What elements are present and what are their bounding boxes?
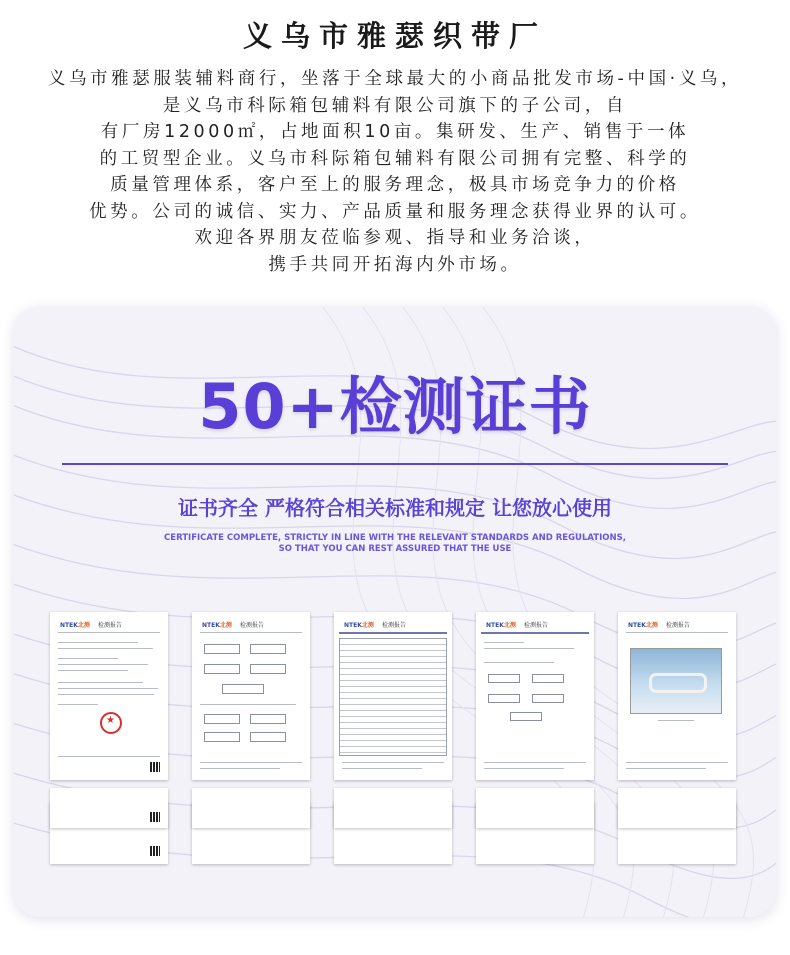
certificate-stack	[476, 612, 594, 864]
english-line: CERTIFICATE COMPLETE, STRICTLY IN LINE WITH THE RELEVANT STANDARDS AND REGULATIONS,	[164, 533, 626, 543]
qr-code-icon	[150, 846, 160, 856]
report-page	[618, 788, 736, 828]
company-intro	[0, 66, 790, 278]
report-page	[50, 788, 168, 828]
report-heading: 检测报告	[524, 622, 549, 629]
ntek-logo: NTEK北测	[202, 622, 232, 629]
sample-chain	[649, 673, 707, 693]
certificate-stack	[618, 612, 736, 864]
report-page	[192, 612, 310, 780]
ntek-logo: NTEK北测	[344, 622, 374, 629]
certificates-subtitle: 证书齐全 严格符合相关标准和规定 让您放心使用	[178, 496, 612, 520]
divider	[62, 463, 728, 465]
report-page	[50, 612, 168, 780]
ntek-logo: NTEK北测	[486, 622, 516, 629]
results-table	[339, 638, 447, 756]
intro-line: 的工贸型企业。义乌市科际箱包辅料有限公司拥有完整、科学的	[99, 148, 691, 169]
company-title: 义乌市雅瑟织带厂	[242, 19, 547, 53]
report-page	[476, 788, 594, 828]
report-page	[476, 612, 594, 780]
report-heading: 检测报告	[240, 622, 265, 629]
intro-line: 义乌市雅瑟服装辅料商行，坐落于全球最大的小商品批发市场-中国·义乌，	[47, 69, 743, 89]
intro-line: 欢迎各界朋友莅临参观、指导和业务洽谈，	[194, 228, 596, 248]
report-heading: 检测报告	[666, 622, 691, 629]
certificate-stack	[192, 612, 310, 864]
qr-code-icon	[150, 812, 160, 822]
certificate-panel	[14, 307, 776, 917]
ntek-logo: NTEK北测	[60, 622, 90, 629]
qr-code-icon	[150, 762, 160, 772]
report-heading: 检测报告	[98, 622, 123, 629]
certificates-title: 50+检测证书	[198, 370, 592, 443]
intro-line: 携手共同开拓海内外市场。	[268, 254, 522, 275]
red-seal-icon	[100, 712, 122, 734]
certificate-stack	[334, 612, 452, 864]
sample-photo	[630, 648, 722, 714]
english-line: SO THAT YOU CAN REST ASSURED THAT THE USE	[278, 544, 512, 554]
ntek-logo: NTEK北测	[628, 622, 658, 629]
report-page	[334, 612, 452, 780]
report-heading: 检测报告	[382, 622, 407, 629]
report-page	[618, 612, 736, 780]
report-page	[192, 788, 310, 828]
certificate-gallery	[50, 612, 740, 867]
intro-line: 质量管理体系，客户至上的服务理念，极具市场竞争力的价格	[110, 175, 680, 195]
certificate-stack	[50, 612, 168, 864]
intro-line: 是义乌市科际箱包辅料有限公司旗下的子公司，自	[162, 95, 628, 116]
intro-line: 优势。公司的诚信、实力、产品质量和服务理念获得业界的认可。	[89, 201, 701, 222]
report-page	[334, 788, 452, 828]
english-tagline	[14, 533, 776, 555]
intro-line: 有厂房12000㎡，占地面积10亩。集研发、生产、销售于一体	[100, 122, 690, 142]
